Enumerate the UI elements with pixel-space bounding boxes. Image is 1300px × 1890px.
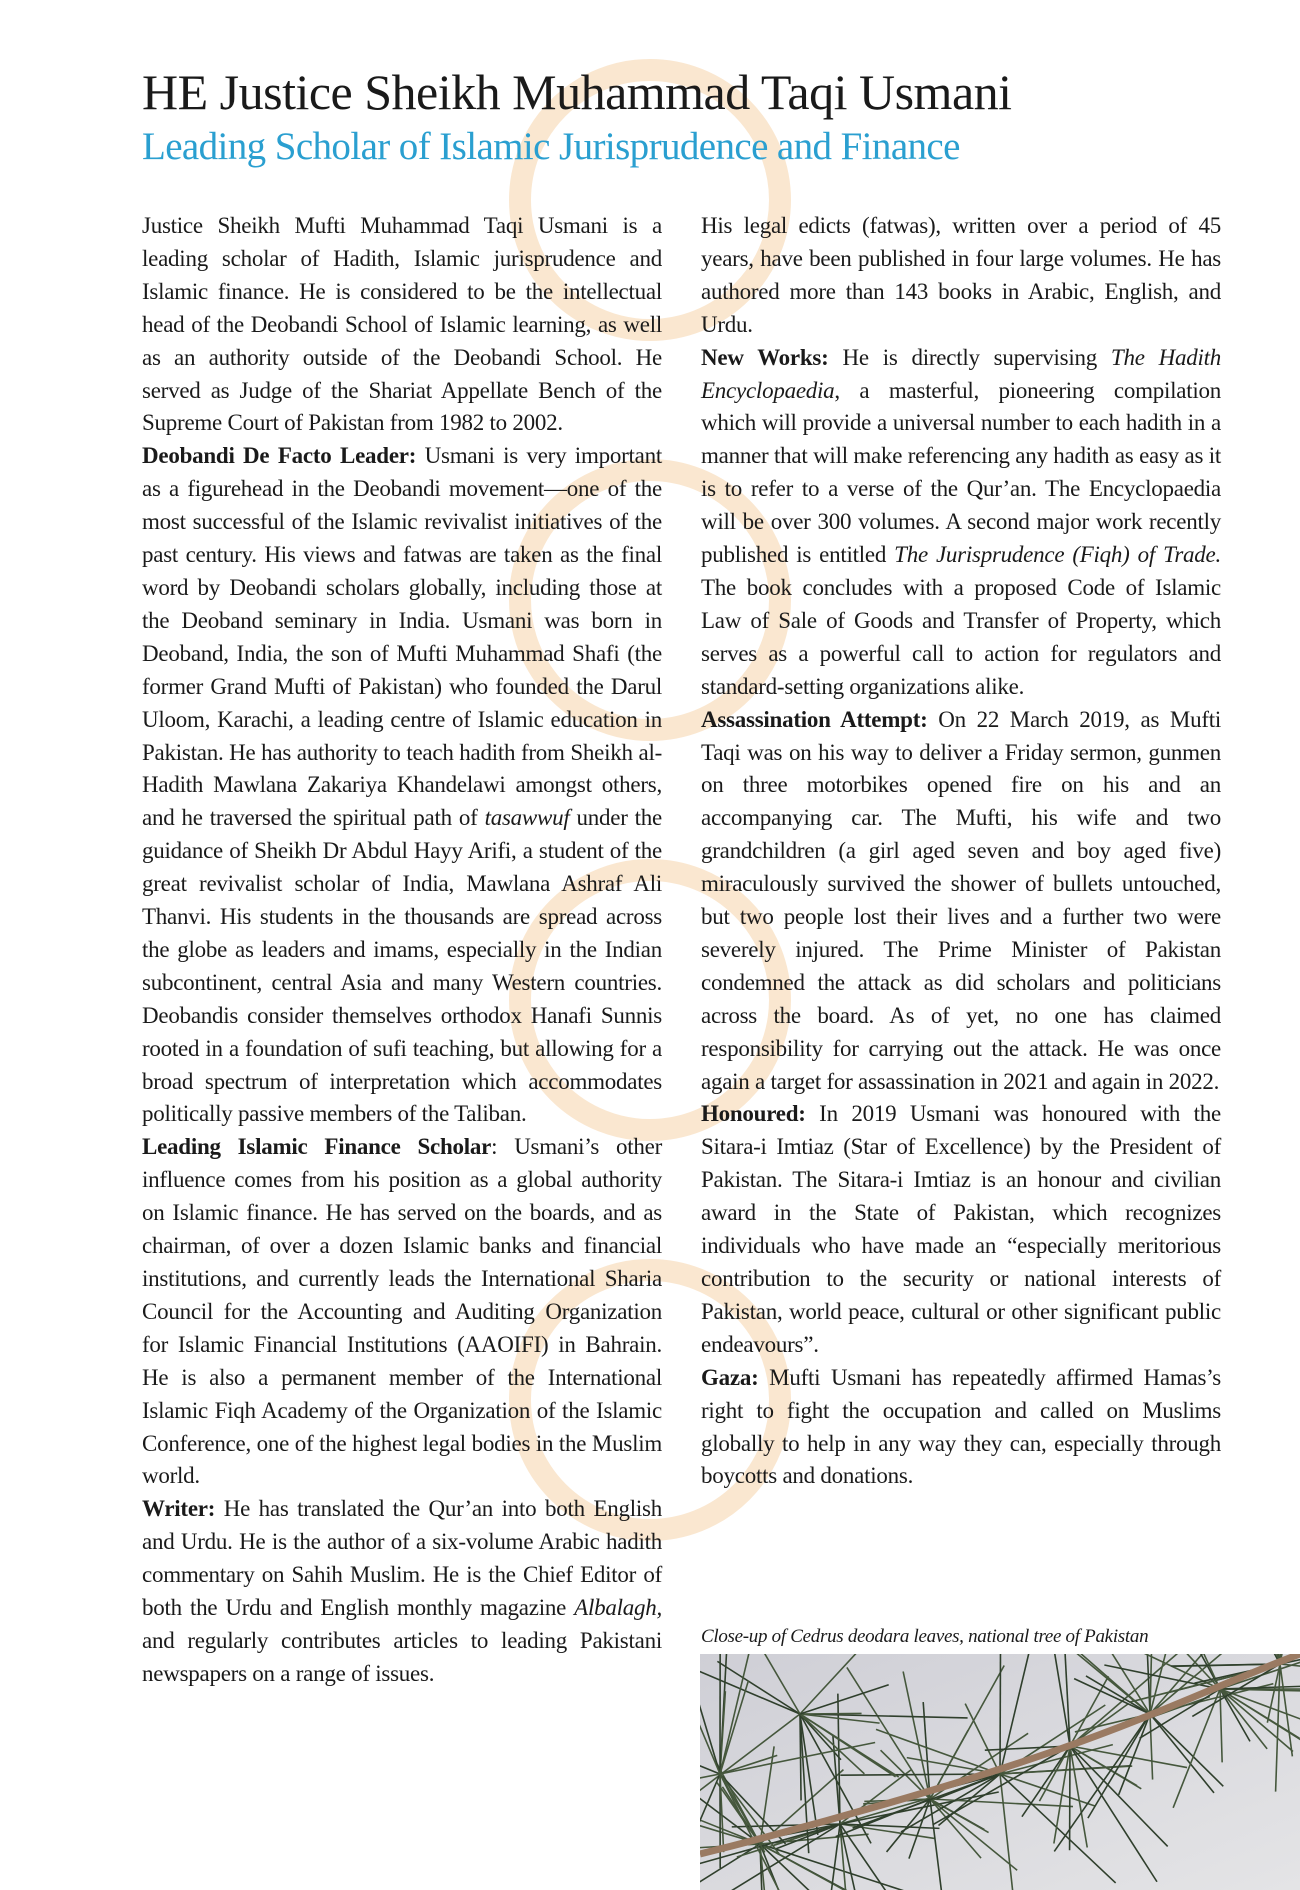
paragraph-text: He has translated the Qur’an into both English and Urdu. He is the author of a six-volume Arabic hadith commentary on Sahih Muslim. He is the Chief Editor of both the Urdu and English monthly magazine [142,1496,662,1621]
paragraph-text: His legal edicts (fatwas), written over a period of 45 years, have been published in four large volumes. He has authored more than 143 books in Arabic, English, and Urdu. [701,213,1221,337]
new-works-paragraph [701,342,1221,704]
paragraph-lead: Leading Islamic Finance Scholar [142,1134,492,1160]
paragraph-text: In 2019 Usmani was honoured with the Sitara-i Imtiaz (Star of Excellence) by the President of Pakistan. The Sitara-i Imtiaz is an honour and civilian award in the State of Pakistan, which recognizes individuals who have made an “especially meritorious contribution to the security or national interests of Pakistan, world peace, cultural or other significant public endeavours”. [701,1101,1221,1357]
left-column [142,210,662,1691]
paragraph-lead: New Works: [701,344,829,370]
intro-paragraph [142,210,662,440]
fatwas-paragraph [701,210,1221,342]
paragraph-text: On 22 March 2019, as Mufti Taqi was on his way to deliver a Friday sermon, gunmen on three motorbikes opened fire on his and an accompanying car. The Mufti, his wife and two grandchildren (a girl aged seven and boy aged five) miraculously survived the shower of bullets untouched, but two people lost their lives and a further two were severely injured. The Prime Minister of Pakistan condemned the attack as did scholars and politicians across the board. As of yet, no one has claimed responsibility for carrying out the attack. He was once again a target for assassination in 2021 and again in 2022. [701,706,1222,1094]
paragraph-lead: Gaza: [701,1364,759,1390]
needle [1000,1654,1001,1774]
honoured-paragraph [701,1098,1221,1361]
paragraph-text: , a masterful, pioneering compilation which will provide a universal number to each hadith in a manner that will make referencing any hadith as easy as it is to refer to a verse of the Qur’an. The Encyclopaedia will be over 300 volumes. A second major work recently published is entitled [701,377,1221,568]
writer-paragraph [142,1493,662,1690]
assassination-paragraph [701,704,1221,1099]
paragraph-lead: Writer: [142,1496,216,1522]
paragraph-text: and regularly contributes articles to leading Pakistani newspapers on a range of issues. [142,1627,662,1686]
finance-paragraph [142,1131,662,1493]
paragraph-text: The book concludes with a proposed Code of Islamic Law of Sale of Goods and Transfer of Property, which serves as a powerful call to action for regulators and standard-setting organizations alike. [701,574,1221,699]
paragraph-lead: Deobandi De Facto Leader: [142,443,417,469]
paragraph-italic: tasawwuf [484,805,570,831]
paragraph-italic: Albalagh, [574,1595,662,1621]
right-column [701,210,1221,1493]
paragraph-text: : Usmani’s other influence comes from his position as a global authority on Islamic finance. He has served on the boards, and as chairman, of over a dozen Islamic banks and financial institutions, and currently leads the International Sharia Council for the Accounting and Auditing Organization for Islamic Financial Institutions (AAOIFI) in Bahrain. He is also a permanent member of the International Islamic Fiqh Academy of the Organization of the Islamic Conference, one of the highest legal bodies in the Muslim world. [142,1134,662,1489]
paragraph-lead: Honoured: [701,1101,806,1127]
paragraph-text: Justice Sheikh Mufti Muhammad Taqi Usmani is a leading scholar of Hadith, Islamic jurisprudence and Islamic finance. He is considered to be the intellectual head of the Deobandi School of Islamic learning, as well as an authority outside of the Deobandi School. He served as Judge of the Shariat Appellate Bench of the Supreme Court of Pakistan from 1982 to 2002. [142,213,662,436]
page-subtitle: Leading Scholar of Islamic Jurisprudence and Finance [142,125,960,168]
deobandi-paragraph [142,440,662,1131]
paragraph-text: Mufti Usmani has repeatedly affirmed Hamas’s right to fight the occupation and called on Muslims globally to help in any way they can, especially through boycotts and donations. [701,1364,1221,1489]
paragraph-text: under the guidance of Sheikh Dr Abdul Hayy Arifi, a student of the great revivalist scholar of India, Mawlana Ashraf Ali Thanvi. His students in the thousands are spread across the globe as leaders and imams, especially in the Indian subcontinent, central Asia and many Western countries. Deobandis consider themselves orthodox Hanafi Sunnis rooted in a foundation of sufi teaching, but allowing for a broad spectrum of interpretation which accommodates politically passive members of the Taliban. [142,805,663,1127]
cedar-leaves-photo [700,1654,1300,1890]
paragraph-lead: Assassination Attempt: [701,706,928,732]
paragraph-text: Usmani is very important as a figurehead in the Deobandi movement—one of the most successful of the Islamic revivalist initiatives of the past century. His views and fatwas are taken as the final word by Deobandi scholars globally, including those at the Deoband seminary in India. Usmani was born in Deoband, India, the son of Mufti Muhammad Shafi (the former Grand Mufti of Pakistan) who founded the Darul Uloom, Karachi, a leading centre of Islamic education in Pakistan. He has authority to teach hadith from Sheikh al-Hadith Mawlana Zakariya Khandelawi amongst others, and he traversed the spiritual path of [142,443,662,831]
page-title: HE Justice Sheikh Muhammad Taqi Usmani [142,64,1012,120]
figure-caption: Close-up of Cedrus deodara leaves, national tree of Pakistan [701,1626,1149,1647]
gaza-paragraph [701,1362,1221,1494]
paragraph-text: He is directly supervising [828,344,1111,370]
paragraph-italic: The Hadith Encyclopaedia [701,344,1221,403]
needle [800,1713,862,1714]
paragraph-italic: The Jurisprudence (Fiqh) of Trade. [894,542,1221,568]
